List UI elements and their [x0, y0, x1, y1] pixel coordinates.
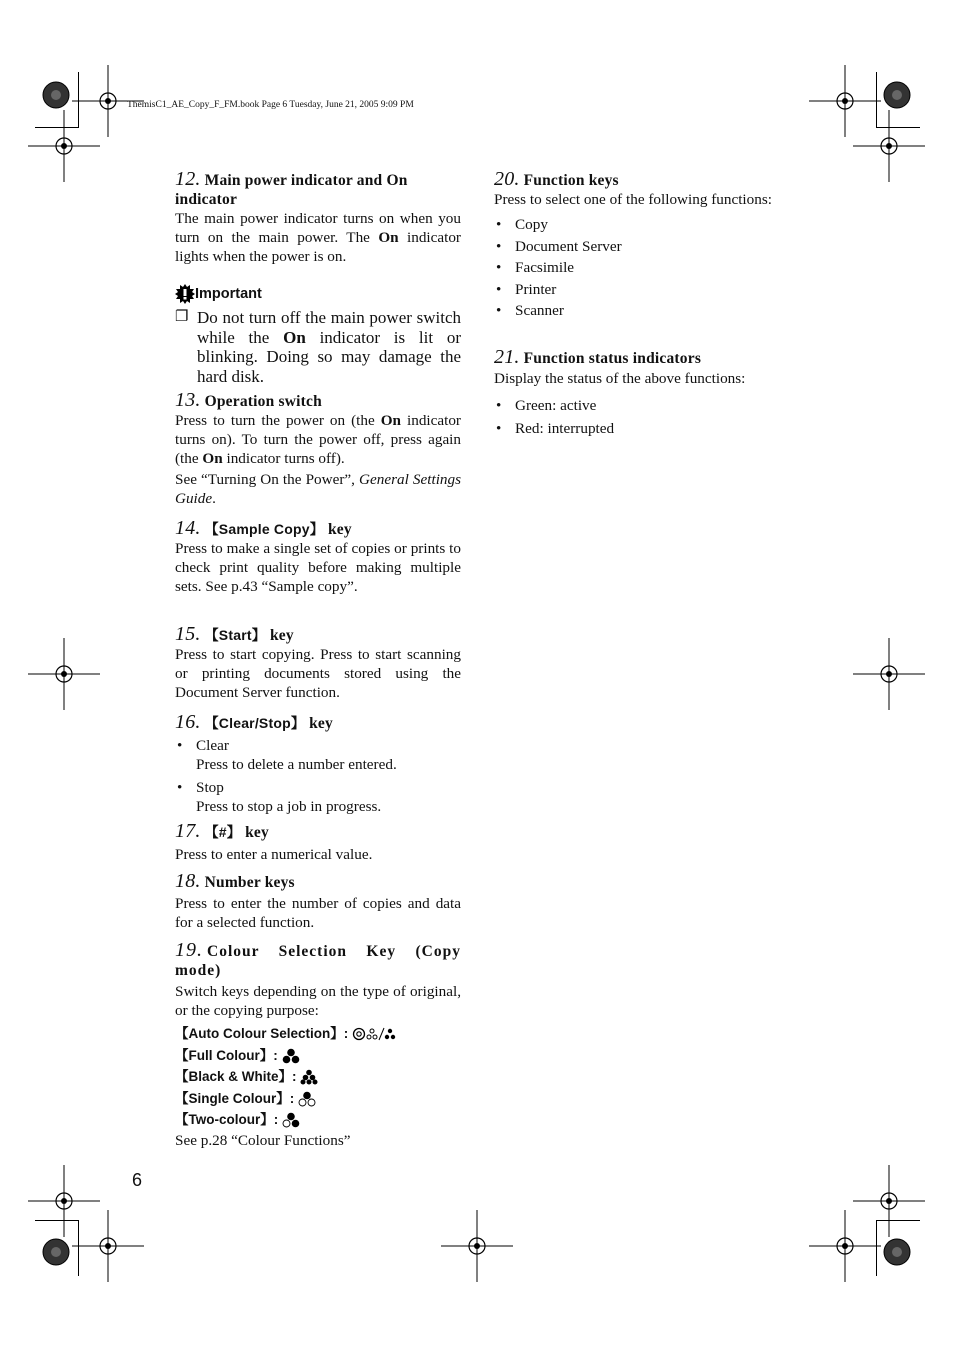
list-item: • Red: interrupted	[494, 417, 780, 440]
item-19-title: Colour Selection Key (Copy mode)	[175, 943, 461, 979]
item-15-body: Press to start copying. Press to start scanning or printing documents stored using the Document Server function.	[175, 646, 461, 701]
important-text: ❐ Do not turn off the main power switch while the On indicator is lit or blinking. Doing so may damage the hard disk.	[175, 308, 461, 386]
file-header: ThemisC1_AE_Copy_F_FM.book Page 6 Tuesday, June 21, 2005 9:09 PM	[127, 100, 414, 110]
item-17-body: Press to enter a numerical value.	[175, 846, 373, 863]
two-colour-icon	[282, 1112, 300, 1128]
list-item: • Scanner	[494, 300, 780, 322]
item-16: 16. 【Clear/Stop】 key • Clear Press to delete a number entered. • Stop Press to stop a job in progress.	[175, 713, 461, 816]
item-13: 13. Operation switch Press to turn the power on (the On indicator turns on). To turn the power off, press again (the On indicator turns off). See “Turning On the Power”, General Settings Guide.	[175, 389, 462, 507]
item-17: 17. 【#】 key Press to enter a numerical value.	[175, 822, 461, 864]
single-colour-row: 【Single Colour】:	[175, 1088, 461, 1110]
item-21-title: Function status indicators	[523, 350, 702, 367]
black-white-row: 【Black & White】:	[175, 1066, 461, 1088]
auto-colour-selection-row: 【Auto Colour Selection】:	[175, 1023, 461, 1045]
item-14-body: Press to make a single set of copies or prints to check print quality before making multiple sets. See p.43 “Sample copy”.	[175, 540, 461, 595]
item-20: 20. Function keys Press to select one of the following functions: • Copy • Document Server • Facsimile • Printer • Scanner	[494, 170, 780, 322]
item-18-title: Number keys	[204, 874, 295, 891]
auto-colour-icon	[352, 1027, 396, 1041]
list-item: • Document Server	[494, 236, 780, 258]
item-13-body: Press to turn the power on (the On indicator turns on). To turn the power off, press again (the On indicator turns off).	[175, 412, 461, 467]
item-21: 21. Function status indicators Display the status of the above functions: • Green: active • Red: interrupted	[494, 348, 780, 440]
important-label: Important	[195, 285, 262, 302]
important-note	[175, 284, 461, 386]
list-item: • Printer	[494, 279, 780, 301]
clear-stop-key: 【Clear/Stop】	[204, 715, 306, 731]
list-item: • Copy	[494, 214, 780, 236]
item-20-body: Press to select one of the following functions:	[494, 191, 772, 208]
item-13-see: See “Turning On the Power”, General Settings Guide.	[175, 471, 462, 507]
item-19-see: See p.28 “Colour Functions”	[175, 1131, 351, 1149]
page-number: 6	[132, 1170, 143, 1190]
sample-copy-key: 【Sample Copy】	[204, 521, 324, 537]
item-13-title: Operation switch	[204, 393, 322, 410]
full-colour-row: 【Full Colour】:	[175, 1045, 461, 1067]
item-12: 12. Main power indicator and On indicator The main power indicator turns on when you turn on the main power. The On indicator lights when the power is on.	[175, 168, 461, 265]
hash-key: 【#】	[204, 824, 241, 840]
item-18: 18. Number keys Press to enter the number of copies and data for a selected function.	[175, 870, 461, 931]
item-19: 19. Colour Selection Key (Copy mode) Switch keys depending on the type of original, or the copying purpose: 【Auto Colour Selection】: 【Full Colour】: 【Black & White】: 【Single Colour】: 【Two-colour】: See p.28 “Colour Functions”	[175, 939, 461, 1149]
item-15: 15. 【Start】 key Press to start copying. Press to start scanning or printing documents stored using the Document Server function.	[175, 623, 461, 701]
list-item: • Stop Press to stop a job in progress.	[175, 778, 461, 816]
item-21-body: Display the status of the above functions:	[494, 370, 746, 387]
black-white-icon	[300, 1069, 318, 1085]
item-18-body: Press to enter the number of copies and data for a selected function.	[175, 895, 461, 931]
single-colour-icon	[298, 1091, 316, 1107]
full-colour-icon	[282, 1048, 300, 1064]
list-item: • Clear Press to delete a number entered.	[175, 736, 461, 774]
item-12-title: Main power indicator and On indicator	[175, 172, 408, 208]
item-12-body: The main power indicator turns on when you turn on the main power. The On indicator lights when the power is on.	[175, 210, 461, 265]
two-colour-row: 【Two-colour】:	[175, 1109, 461, 1131]
important-icon	[175, 284, 195, 304]
start-key: 【Start】	[204, 627, 266, 643]
item-20-title: Function keys	[523, 172, 619, 189]
item-19-body: Switch keys depending on the type of original, or the copying purpose:	[175, 983, 461, 1019]
list-item: • Facsimile	[494, 257, 780, 279]
colour-key-list	[175, 1023, 461, 1131]
item-14: 14. 【Sample Copy】 key Press to make a single set of copies or prints to check print quality before making multiple sets. See p.43 “Sample copy”.	[175, 517, 461, 595]
list-item: • Green: active	[494, 394, 780, 417]
